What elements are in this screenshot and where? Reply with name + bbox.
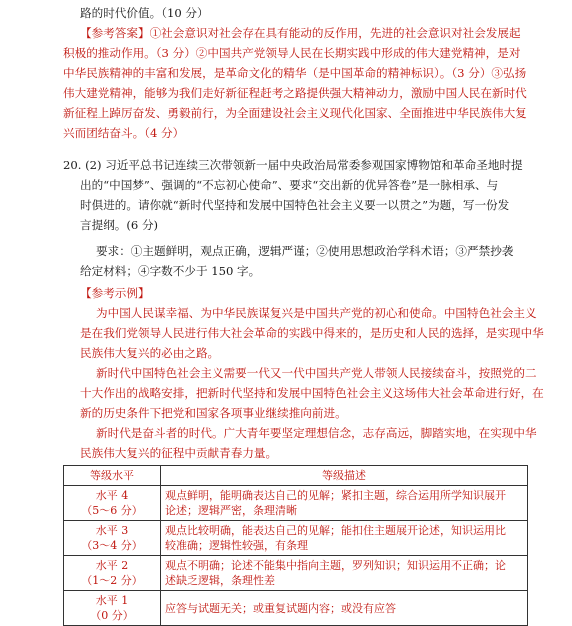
table-row: [64, 521, 528, 556]
description-line: 观点比较明确，能表达自己的见解；能扣住主题展开论述，知识运用比: [165, 524, 506, 537]
table-row: [64, 556, 528, 591]
level-score: （1～2 分）: [81, 574, 143, 587]
example-line: 民族伟大复兴的征程中贡献青春力量。: [80, 446, 278, 460]
description-line: 观点鲜明，能明确表达自己的见解；紧扣主题，综合运用所学知识展开: [165, 489, 506, 502]
answer-line: 新征程上踔厉奋发、勇毅前行，为全面建设社会主义现代化国家、全面推进中华民族伟大复: [63, 106, 527, 120]
answer-line: 中华民族精神的丰富和发展，是革命文化的精华（是中国革命的精神标识）。（3 分）③弘扬: [63, 66, 527, 80]
level-score: （5～6 分）: [81, 504, 143, 517]
answer-line: 兴而团结奋斗。（4 分）: [63, 126, 185, 140]
description-line: 观点不明确；论述不能集中指向主题，罗列知识；知识运用不正确；论: [165, 559, 506, 572]
level-cell: [64, 521, 161, 556]
answer-line: 伟大建党精神，能够为我们走好新征程赶考之路提供强大精神动力，激励中国人民在新时代: [63, 86, 527, 100]
question-20-line: 20. (2) 习近平总书记连续三次带领新一届中央政治局常委参观国家博物馆和革命圣地时提: [63, 158, 523, 172]
table-header-row: [64, 466, 528, 486]
example-line: 是在我们党领导人民进行伟大社会革命的实践中得来的，是历史和人民的选择，是实现中华: [80, 326, 544, 340]
requirement-line: 要求：①主题鲜明，观点正确，逻辑严谨；②使用思想政治学科术语；③严禁抄袭: [96, 244, 514, 258]
example-line: 新的历史条件下把党和国家各项事业继续推向前进。: [80, 406, 347, 420]
level-cell: [64, 556, 161, 591]
description-cell: [161, 521, 528, 556]
level-label: 水平 2: [95, 559, 129, 572]
description-cell: [161, 591, 528, 626]
table-row: [64, 486, 528, 521]
example-title: 【参考示例】: [80, 286, 150, 300]
question-20-line: 出的“中国梦”、强调的“不忘初心使命”、要求“交出新的优异答卷”是一脉相承、与: [80, 178, 499, 192]
description-line: 较准确；逻辑性较强，有条理: [165, 539, 308, 552]
table-row: [64, 591, 528, 626]
description-cell: [161, 556, 528, 591]
example-line: 十大作出的战略安排，把新时代坚持和发展中国特色社会主义这场伟大社会革命进行好，在: [80, 386, 544, 400]
grading-table: [63, 465, 528, 626]
example-line: 新时代中国特色社会主义需要一代又一代中国共产党人带领人民接续奋斗，按照党的二: [96, 366, 537, 380]
prev-question-tail: 路的时代价值。（10 分）: [80, 6, 209, 20]
level-label: 水平 1: [95, 594, 129, 607]
description-cell: [161, 486, 528, 521]
level-score: （0 分）: [90, 609, 134, 622]
answer-line: 【参考答案】①社会意识对社会存在具有能动的反作用，先进的社会意识对社会发展起: [80, 26, 521, 40]
header-level: 等级水平: [64, 466, 161, 486]
level-label: 水平 3: [95, 524, 129, 537]
requirement-line: 给定材料；④字数不少于 150 字。: [80, 264, 261, 278]
question-20-line: 言提纲。(6 分): [80, 218, 159, 232]
level-score: （3～4 分）: [81, 539, 143, 552]
description-line: 述缺乏逻辑，条理性差: [165, 574, 275, 587]
level-cell: [64, 486, 161, 521]
header-description: 等级描述: [161, 466, 528, 486]
level-label: 水平 4: [95, 489, 129, 502]
example-line: 为中国人民谋幸福、为中华民族谋复兴是中国共产党的初心和使命。中国特色社会主义: [96, 306, 537, 320]
answer-line: 积极的推动作用。（3 分）②中国共产党领导人民在长期实践中形成的伟大建党精神，是对: [63, 46, 521, 60]
description-line: 应答与试题无关；或重复试题内容；或没有应答: [165, 601, 396, 615]
example-line: 新时代是奋斗者的时代。广大青年要坚定理想信念，志存高远，脚踏实地，在实现中华: [96, 426, 537, 440]
level-cell: [64, 591, 161, 626]
question-20-line: 时俱进的。请你就“新时代坚持和发展中国特色社会主义要一以贯之”为题，写一份发: [80, 198, 510, 212]
description-line: 论述；逻辑严密，条理清晰: [165, 504, 297, 517]
example-line: 民族伟大复兴的必由之路。: [80, 346, 220, 360]
